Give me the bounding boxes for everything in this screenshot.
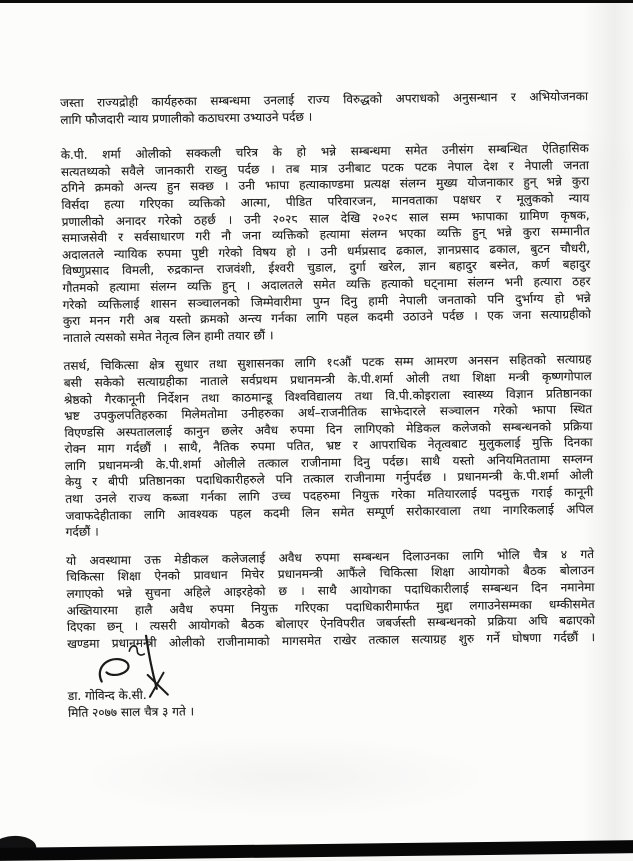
text-line: दिएका छन् । त्यसरी आयोगको बैठक बोलाएर ऐनविपरीत जबर्जस्ती सम्बन्धनको प्रक्रिया अघि बढाएको [66, 613, 596, 635]
paragraph-2 [61, 140, 592, 346]
text-line: सत्यतथ्यको सवैले जानकारी राख्नु पर्दछ । तब मात्र उनीबाट पटक पटक नेपाल देश र नेपाली जनता [60, 157, 590, 179]
text-line: समाजसेवी र सर्वसाधारण गरी नौ जना व्यक्तिको हत्यामा संलग्न भएका व्यक्ति हुन् भन्ने कुरा सम्मानीत [61, 224, 590, 246]
text-line: तथा उनले राज्य कब्जा गर्नका लागि उच्च पदहरुमा नियुक्त गरेका मतियारलाई पदमुक्त गराई कानूनी [65, 485, 594, 507]
text-line: नाताले त्यसको समेत नेतृत्व लिन हामी तयार छौं । [63, 327, 274, 345]
text-line: खण्डमा प्रधानमन्त्री ओलीको राजीनामाको मागसमेत राखेर तत्काल सत्याग्रह शुरु गर्ने घोषणा गर्दछौं । [67, 629, 596, 651]
text-line: जस्ता राज्यद्रोही कार्यहरुका सम्बन्धमा उनलाई राज्य विरुद्धको अपराधको अनुसन्धान र अभियोजनका [60, 89, 589, 110]
text-line: के.पी. शर्मा ओलीको सक्कली चरित्र के हो भन्ने सम्बन्धमा समेत उनीसंग सम्बन्धित ऐतिहासिक [60, 141, 589, 163]
text-line: केयु र बीपी प्रतिष्ठानका पदाधिकारीहरुले पनि तत्काल राजीनामा गर्नुपर्दछ । प्रधानमन्त्री के.पी.शर्मा ओली [64, 468, 594, 490]
signature-block [68, 681, 596, 721]
text-line: रोक्न माग गर्दछौं । साथै, नैतिक रुपमा पतित, भ्रष्ट र आपराधिक नेतृत्वबाट मुलुकलाई मुक्ति दिनका [64, 435, 593, 457]
text-line: विएण्डसि अस्पताललाई कानुन छलेर अवैध रुपमा दिन लागिएको मेडिकल कलेजको सम्बन्धनको प्रक्रिया [64, 418, 593, 440]
text-line: विर्सदा हत्या गरिएका व्यक्तिको आत्मा, पीडित परिवारजन, मानवताका पक्षधर र मूलुकको न्याय [61, 191, 590, 212]
letter-body [60, 88, 596, 721]
signatory-name: डा. गोविन्द के.सी. [67, 688, 147, 704]
text-line: चिकित्सा शिक्षा ऐनको प्रावधान मिचेर प्रधानमन्त्री आफैंले चिकित्सा शिक्षा आयोगको बैठक बोलाउन [66, 563, 595, 585]
text-line: गरेको व्यक्तिलाई शासन सञ्चालनको जिम्मेवारीमा पुग्न दिनु हामी नेपाली जनताको पनि दुर्भाग्य हो भन्ने [62, 290, 591, 312]
text-line: जवाफदेहीताका लागि आवश्यक पहल कदमी लिन समेत सम्पूर्ण सरोकारवाला तथा नागरिकलाई अपिल [65, 501, 594, 523]
text-line: लागि प्रधानमन्त्री के.पी.शर्मा ओलीले तत्काल राजीनामा दिनु पर्दछ। साथै यस्तो अनियमिततामा सम्लग्न [64, 451, 593, 473]
text-line: तसर्थ, चिकित्सा क्षेत्र सुधार तथा सुशासनका लागि १९औं पटक सम्म आमरण अनसन सहितको सत्याग्रह [63, 352, 592, 374]
text-line: बसी सकेको सत्याग्रहीका नाताले सर्वप्रथम प्रधानमन्त्री के.पी.शर्मा ओली तथा शिक्षा मन्त्री कृष्णगोपाल [63, 368, 592, 390]
text-line: कुरा मनन गरी अब यस्तो क्रमको अन्त्य गर्नका लागि पहल कदमी उठाउने पर्दछ । एक जना सत्याग्रहीको [62, 307, 592, 329]
text-line: भ्रष्ट उपकुलपतिहरुका मिलेमतोमा उनीहरुका अर्थ–राजनीतिक साझेदारले सञ्चालन गरेको झापा स्थित [64, 402, 593, 424]
handwritten-signature [93, 635, 186, 710]
text-line: लागि फौजदारी न्याय प्रणालीको कठाघरमा उभ्याउने पर्दछ । [60, 109, 313, 127]
scan-edge-top [0, 0, 633, 3]
text-line: अदालतले न्यायिक रुपमा पुष्टी गरेको विषय हो । उनी धर्मप्रसाद ढकाल, ज्ञानप्रसाद ढकाल, बुटन चौधरी, [61, 240, 591, 262]
paragraph-3 [63, 351, 593, 540]
paragraph-1 [60, 88, 588, 128]
text-line: गर्दछौं । [65, 524, 99, 540]
letter-date: मिति २०७७ साल चैत्र ३ गते । [67, 704, 195, 720]
text-line: प्रणालीको अनादर गरेको ठहर्छ । उनी २०२८ साल देखि २०२९ साल सम्म झापाका ग्रामिण कृषक, [61, 207, 590, 229]
text-line: विष्णुप्रसाद विमली, रुद्रकान्त राजवंशी, ईश्वरी चुडाल, दुर्गा खरेल, ज्ञान बहादुर बस्नेत, कर्ण बहादुर [62, 257, 591, 279]
text-line: श्रेष्ठको गैरकानूनी निर्देशन तथा काठमान्डू विश्वविद्यालय तथा वि.पी.कोइराला स्वास्थ्य विज्ञान प्रतिष्ठानका [63, 385, 593, 407]
text-line: यो अवस्थामा उक्त मेडीकल कलेजलाई अवैध रुपमा सम्बन्धन दिलाउनका लागि भोलि चैत्र ४ गते [66, 546, 595, 568]
text-line: ठगिने क्रमको अन्त्य हुन सक्छ । उनी झापा हत्याकाण्डमा प्रत्यक्ष संलग्न मुख्य योजनाकार हुन् भन्ने कुरा [61, 174, 590, 196]
text-line: अख्तियारमा हालै अवैध रुपमा नियुक्त गरिएका पदाधिकारीमार्फत मुद्दा लगाउनेसम्मका धम्कीसमेत [66, 596, 595, 618]
text-line: लगाएको भन्ने सुचना अहिले आइरहेको छ । साथै आयोगका पदाधिकारीलाई सम्बन्धन दिन नमानेमा [66, 580, 595, 601]
text-line: गौतमको हत्यामा संलग्न व्यक्ति हुन् । अदालतले समेत व्यक्ति हत्याको घट्नामा संलग्न भनी हत्यारा ठहर [62, 274, 591, 295]
